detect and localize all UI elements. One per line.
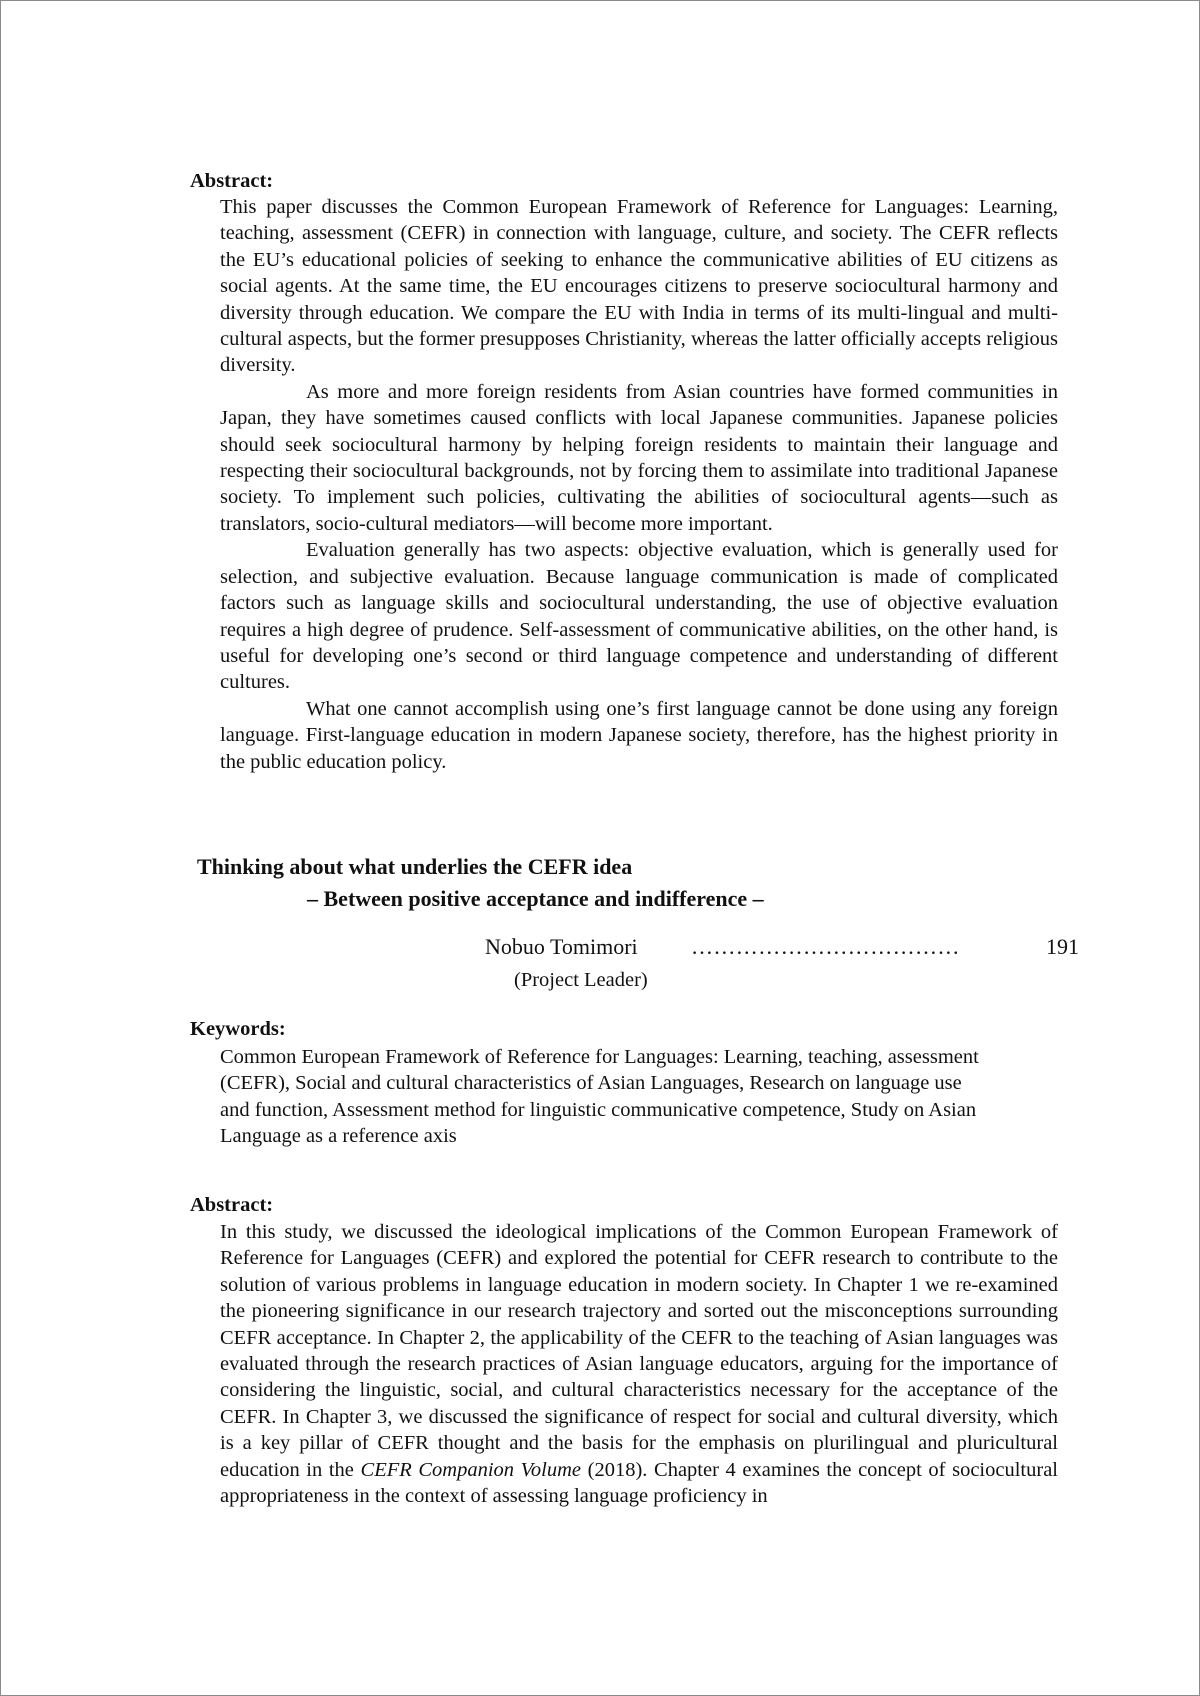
keywords-line: (CEFR), Social and cultural characteristics of Asian Languages, Research on language use	[220, 1072, 962, 1095]
keywords-body	[220, 1044, 1060, 1150]
abstract-body	[220, 1219, 1058, 1509]
entry-title: Thinking about what underlies the CEFR idea	[197, 854, 633, 879]
abstract-label: Abstract:	[190, 170, 274, 192]
dot-leader: ………………………………	[691, 934, 960, 959]
keywords-line: Common European Framework of Reference for Languages: Learning, teaching, assessment	[220, 1046, 979, 1068]
keywords-line: Language as a reference axis	[220, 1125, 457, 1148]
abstract-paragraph	[220, 1219, 1058, 1509]
keywords-line: and function, Assessment method for linguistic communicative competence, Study on Asian	[220, 1098, 977, 1121]
abstract-paragraph: What one cannot accomplish using one’s first language cannot be done using any foreign language. First-language education in modern Japanese society, therefore, has the highest priority in the public education policy.	[220, 697, 1058, 773]
page-number: 191	[1046, 934, 1079, 959]
author-name: Nobuo Tomimori	[485, 934, 638, 959]
author-role: (Project Leader)	[514, 969, 648, 991]
abstract-label: Abstract:	[190, 1194, 274, 1216]
abstract-paragraph: As more and more foreign residents from Asian countries have formed communities in Japan, they have sometimes caused conflicts with local Japanese communities. Japanese policies should seek sociocultural harmony by helping foreign residents to maintain their language and respecting their sociocultural backgrounds, not by forcing them to assimilate into traditional Japanese society. To implement such policies, cultivating the abilities of sociocultural agents—such as translators, socio-cultural mediators—will become more important.	[220, 380, 1058, 535]
keywords-label: Keywords:	[190, 1018, 286, 1040]
abstract-text: In this study, we discussed the ideological implications of the Common European Framework of Reference for Languages (CEFR) and explored the potential for CEFR research to contribute to the solution of various problems in language education in modern society. In Chapter 1 we re-examined the pioneering significance in our research trajectory and sorted out the misconceptions surrounding CEFR acceptance. In Chapter 2, the applicability of the CEFR to the teaching of Asian languages was evaluated through the research practices of Asian language educators, arguing for the importance of considering the linguistic, social, and cultural characteristics necessary for the acceptance of the CEFR. In Chapter 3, we discussed the significance of respect for social and cultural diversity, which is a key pillar of CEFR thought and the basis for the emphasis on plurilingual and pluricultural education in the	[220, 1221, 1058, 1481]
abstract-text: (2018). Chapter 4 examines the concept of sociocultural appropriateness in the context of assessing language proficiency in	[220, 1458, 1058, 1508]
entry-subtitle: – Between positive acceptance and indifference –	[307, 886, 764, 911]
abstract-body	[220, 194, 1058, 775]
publication-title: CEFR Companion Volume	[360, 1458, 582, 1481]
abstract-paragraph: This paper discusses the Common European Framework of Reference for Languages: Learning, teaching, assessment (CEFR) in connection with language, culture, and society. The CEFR reflects the EU’s educational policies of seeking to enhance the communicative abilities of EU citizens as social agents. At the same time, the EU encourages citizens to preserve sociocultural harmony and diversity through education. We compare the EU with India in terms of its multi-lingual and multi-cultural aspects, but the former presupposes Christianity, whereas the latter officially accepts religious diversity.	[220, 196, 1058, 377]
abstract-paragraph: Evaluation generally has two aspects: objective evaluation, which is generally used for selection, and subjective evaluation. Because language communication is made of complicated factors such as language skills and sociocultural understanding, the use of objective evaluation requires a high degree of prudence. Self-assessment of communicative abilities, on the other hand, is useful for developing one’s second or third language competence and understanding of different cultures.	[220, 539, 1058, 694]
toc-entry	[485, 933, 1079, 961]
